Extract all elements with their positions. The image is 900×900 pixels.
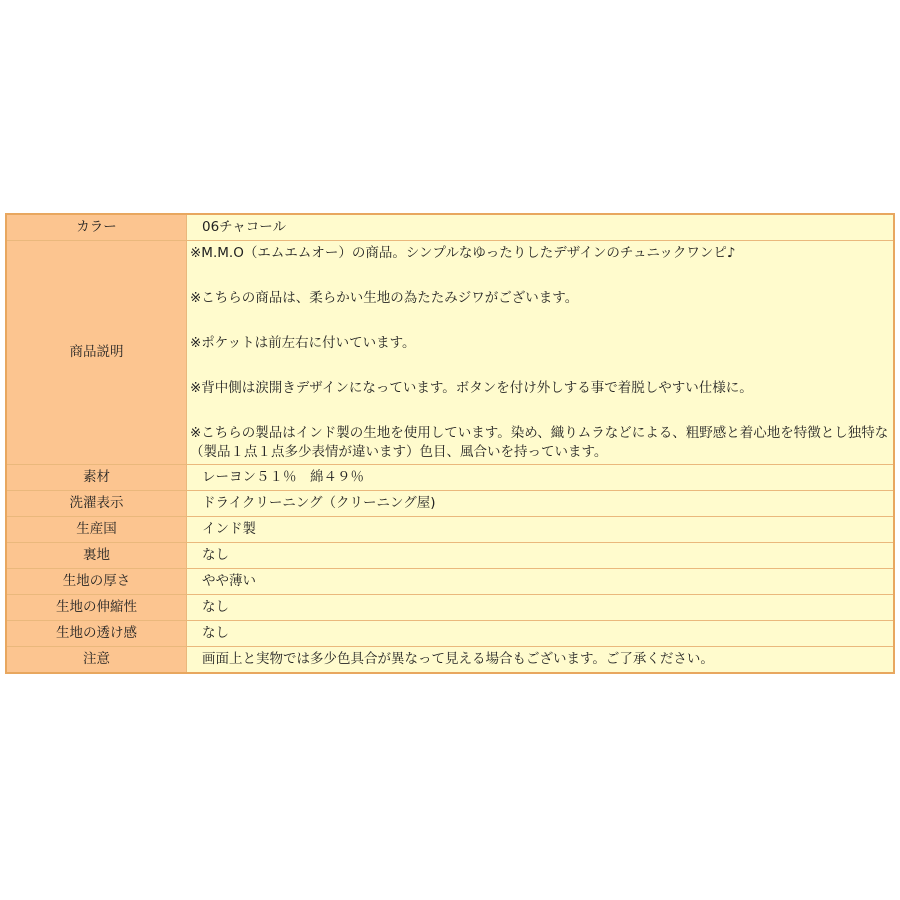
spec-value-color: 06チャコール [187, 214, 895, 241]
spec-row-description [6, 241, 894, 465]
spec-value-notice: 画面上と実物では多少色具合が異なって見える場合もございます。ご了承ください。 [187, 647, 895, 674]
description-paragraph: ※こちらの商品は、柔らかい生地の為たたみジワがございます。 [190, 290, 579, 306]
spec-value-washing: ドライクリーニング（クリーニング屋) [187, 491, 895, 517]
spec-row-stretch [6, 595, 894, 621]
product-spec-table [5, 213, 895, 674]
spec-row-thickness [6, 569, 894, 595]
spec-row-material [6, 465, 894, 491]
description-paragraph: ※ポケットは前左右に付いています。 [190, 335, 416, 351]
spec-label-thickness: 生地の厚さ [6, 569, 187, 595]
spec-value-material: レーヨン５１％ 綿４９％ [187, 465, 895, 491]
description-paragraph: ※背中側は涙開きデザインになっています。ボタンを付け外しする事で着脱しやすい仕様に。 [190, 380, 753, 396]
spec-label-sheerness: 生地の透け感 [6, 621, 187, 647]
spec-row-washing [6, 491, 894, 517]
spec-value-sheerness: なし [187, 621, 895, 647]
spec-row-lining [6, 543, 894, 569]
spec-row-origin [6, 517, 894, 543]
spec-label-notice: 注意 [6, 647, 187, 674]
spec-row-notice [6, 647, 894, 674]
spec-value-stretch: なし [187, 595, 895, 621]
spec-label-origin: 生産国 [6, 517, 187, 543]
spec-value-lining: なし [187, 543, 895, 569]
description-paragraph: ※M.M.O（エムエムオー）の商品。シンプルなゆったりしたデザインのチュニックワンピ♪ [190, 245, 736, 261]
spec-row-sheerness [6, 621, 894, 647]
spec-label-washing: 洗濯表示 [6, 491, 187, 517]
spec-row-color [6, 214, 894, 241]
spec-label-description: 商品説明 [6, 241, 187, 465]
description-paragraph: ※こちらの製品はインド製の生地を使用しています。染め、織りムラなどによる、粗野感と着心地を特徴とし独特な（製品１点１点多少表情が違います）色目、風合いを持っています。 [190, 425, 889, 460]
spec-value-origin: インド製 [187, 517, 895, 543]
spec-label-lining: 裏地 [6, 543, 187, 569]
spec-label-stretch: 生地の伸縮性 [6, 595, 187, 621]
spec-value-description [187, 241, 895, 465]
spec-value-thickness: やや薄い [187, 569, 895, 595]
spec-label-material: 素材 [6, 465, 187, 491]
spec-label-color: カラー [6, 214, 187, 241]
